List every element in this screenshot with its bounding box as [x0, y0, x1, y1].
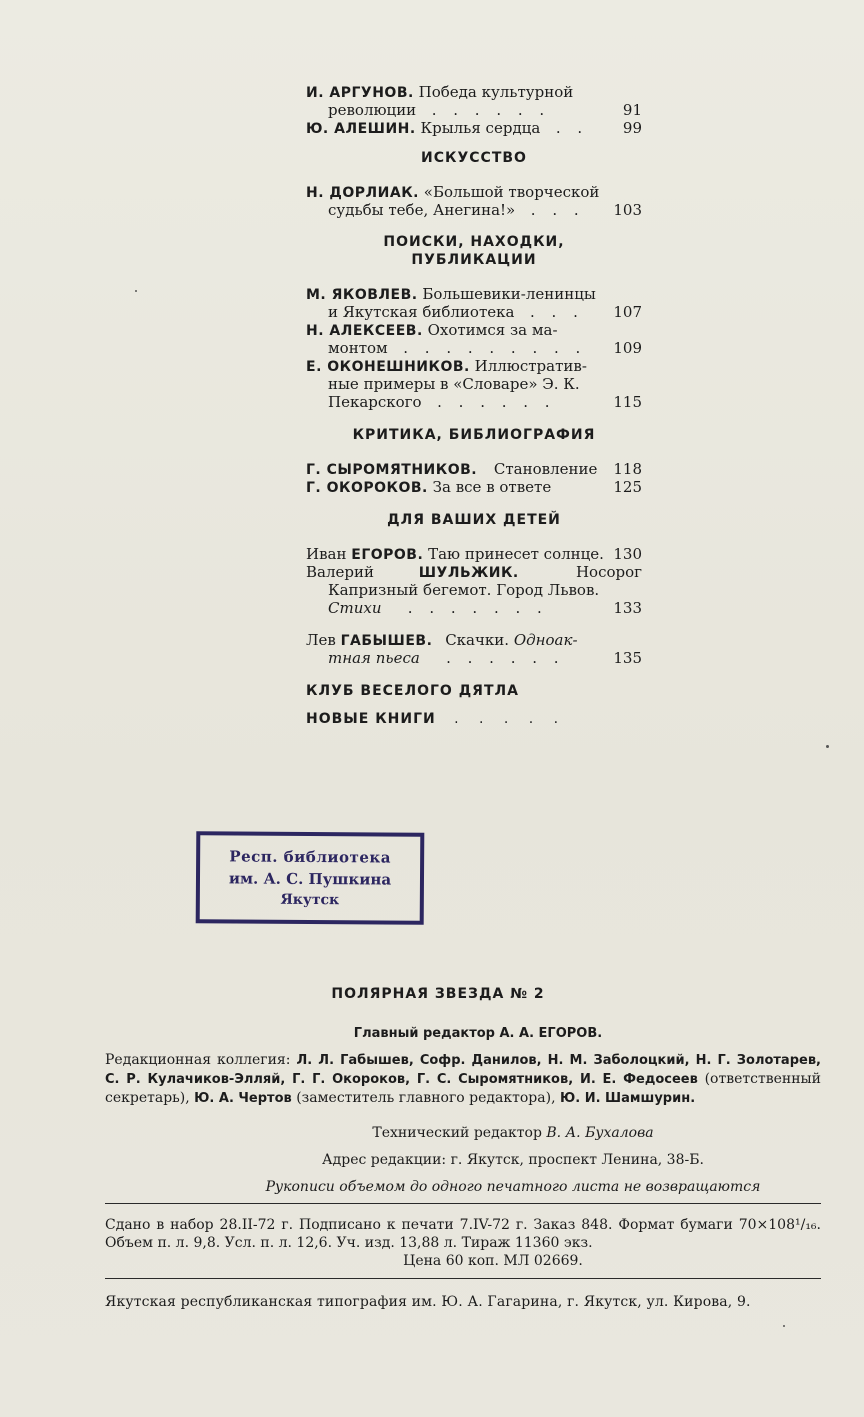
toc-entry-argunov: И. АРГУНОВ. Победа культурной революции . . . . . . 91: [306, 83, 642, 119]
toc-title: Победа культурной: [418, 83, 574, 101]
toc-title: Большевики-ленинцы: [422, 285, 596, 303]
toc-title: революции: [328, 101, 417, 119]
toc-title: Капризный бегемот. Город Львов.: [328, 581, 600, 599]
stamp-line-3: Якутск: [280, 891, 340, 909]
section-heading-search: ПОИСКИ, НАХОДКИ,: [383, 234, 565, 250]
toc-author: Е. ОКОНЕШНИКОВ.: [306, 359, 470, 375]
section-heading-kids: ДЛЯ ВАШИХ ДЕТЕЙ: [387, 512, 561, 528]
section-heading-critic: КРИТИКА, БИБЛИОГРАФИЯ: [352, 427, 596, 443]
toc-title: судьбы тебе, Анегина!»: [328, 201, 516, 219]
toc-entry-yakovlev: М. ЯКОВЛЕВ. Большевики-ленинцы и Якутская библиотека . . . 107: [306, 285, 642, 321]
toc-page-number: 133: [613, 599, 642, 617]
new-books-label: НОВЫЕ КНИГИ: [306, 711, 436, 727]
toc-title: Крылья сердца: [420, 119, 541, 137]
board-last: Ю. И. Шамшурин.: [559, 1091, 696, 1106]
section-heading-art: ИСКУССТВО: [421, 150, 527, 166]
toc-page-number: 109: [613, 339, 642, 357]
section-heading-search-line2: ПУБЛИКАЦИИ: [411, 252, 537, 268]
toc-title: Таю принесет солнце.: [428, 545, 604, 563]
toc-title: Пекарского: [328, 393, 422, 411]
toc-author: ГАБЫШЕВ.: [340, 633, 433, 649]
board-secretary-note: (ответственный секретарь),: [105, 1071, 822, 1106]
tech-editor-label: Технический редактор: [372, 1125, 542, 1141]
library-stamp: [196, 831, 425, 925]
paper-speck: [783, 1325, 785, 1327]
toc-entry-egorov: [306, 545, 642, 563]
toc-page-number: 125: [613, 478, 642, 496]
toc-author: ШУЛЬЖИК.: [418, 565, 519, 581]
toc-entry-okoneshnikov: Е. ОКОНЕШНИКОВ. Иллюстратив- ные примеры в «Словаре» Э. К. Пекарского . . . . . . 115: [306, 357, 642, 411]
toc-title: Охотимся за ма-: [427, 321, 558, 339]
toc-author: Н. ДОРЛИАК.: [306, 185, 419, 201]
toc-author: Н. АЛЕКСЕЕВ.: [306, 323, 423, 339]
toc-author-first: Иван: [306, 545, 347, 563]
toc-page-number: 91: [622, 101, 642, 119]
table-of-contents: [306, 83, 642, 730]
toc-page-number: 115: [613, 393, 642, 411]
chief-editor: Главный редактор А. А. ЕГОРОВ.: [353, 1026, 603, 1041]
toc-author: Г. СЫРОМЯТНИКОВ.: [306, 462, 478, 478]
toc-entry-shulzhik: Валерий ШУЛЬЖИК. Носорог Капризный бегемот. Город Львов. Стихи . . . . . . . 133: [306, 563, 642, 617]
toc-page-number: 107: [613, 303, 642, 321]
toc-entry-syromyatnikov: [306, 460, 642, 478]
board-members: Л. Л. Габышев, Софр. Данилов, Н. М. Заболоцкий, Н. Г. Золотарев, С. Р. Кулачиков-Элляй, Г. Г. Окороков, Г. С. Сыромятников, И. Е. Федосеев: [105, 1053, 821, 1087]
section-heading-books: НОВЫЕ КНИГИ . . . . .: [306, 711, 567, 727]
printer-info: Якутская республиканская типография им. Ю. А. Гагарина, г. Якутск, ул. Кирова, 9.: [105, 1294, 751, 1310]
toc-author-first: Лев: [306, 631, 336, 649]
manuscripts-note: Рукописи объемом до одного печатного листа не возвращаются: [265, 1179, 761, 1195]
toc-entry-dorliak: Н. ДОРЛИАК. «Большой творческой судьбы тебе, Анегина!» . . . 103: [306, 183, 642, 219]
technical-editor: [205, 1124, 821, 1142]
toc-entry-gabyshev: Лев ГАБЫШЕВ. Скачки. Одноак- тная пьеса . . . . . . 135: [306, 631, 642, 667]
toc-title: Иллюстратив-: [474, 357, 587, 375]
toc-entry-alekseev: Н. АЛЕКСЕЕВ. Охотимся за ма- монтом . . . . . . . . . 109: [306, 321, 642, 357]
toc-title: монтом: [328, 339, 388, 357]
toc-title: Стихи: [328, 599, 382, 617]
toc-page-number: 135: [613, 649, 642, 667]
toc-author: Ю. АЛЕШИН.: [306, 121, 416, 137]
toc-author: И. АРГУНОВ.: [306, 85, 414, 101]
toc-title: ные примеры в «Словаре» Э. К.: [328, 375, 580, 393]
toc-entry-aleshin: Ю. АЛЕШИН. Крылья сердца . . 99: [306, 119, 642, 137]
paper-speck: [826, 745, 829, 748]
toc-title: «Большой творческой: [423, 183, 600, 201]
editorial-address: Адрес редакции: г. Якутск, проспект Ленина, 38-Б.: [322, 1152, 704, 1168]
toc-page-number: 118: [613, 460, 642, 478]
toc-author: Г. ОКОРОКОВ.: [306, 480, 428, 496]
board-label: Редакционная коллегия:: [105, 1052, 291, 1068]
board-deputy-note: (заместитель главного редактора),: [296, 1090, 556, 1106]
club-label: КЛУБ ВЕСЕЛОГО ДЯТЛА: [306, 683, 519, 699]
tech-editor-name: В. А. Бухалова: [546, 1125, 654, 1141]
toc-title: Становление: [493, 460, 598, 478]
toc-page-number: 99: [622, 119, 642, 137]
board-deputy: Ю. А. Чертов: [194, 1091, 292, 1106]
toc-author: ЕГОРОВ.: [351, 547, 424, 563]
toc-page-number: 103: [613, 201, 642, 219]
toc-title: Скачки.: [445, 631, 510, 649]
print-info: Сдано в набор 28.II-72 г. Подписано к печати 7.IV-72 г. Заказ 848. Формат бумаги 70×108¹/₁₆. Объем п. л. 9,8. Усл. п. л. 12,6. Уч. изд. 13,88 л. Тираж 11360 экз.: [105, 1217, 821, 1251]
toc-entry-okorokov: [306, 478, 642, 496]
paper-speck: [135, 290, 137, 292]
toc-title: и Якутская библиотека: [328, 303, 515, 321]
divider: [105, 1278, 821, 1279]
section-heading-club: [306, 682, 642, 702]
stamp-line-1: Респ. библиотека: [229, 847, 392, 867]
colophon: [105, 985, 821, 1311]
price: Цена 60 коп. МЛ 02669.: [403, 1253, 583, 1269]
toc-page-number: 130: [613, 545, 642, 563]
divider: [105, 1203, 821, 1204]
stamp-line-2: им. А. С. Пушкина: [228, 869, 392, 889]
toc-author-first: Валерий: [306, 563, 374, 581]
toc-title: За все в ответе: [432, 478, 552, 496]
magazine-title: ПОЛЯРНАЯ ЗВЕЗДА № 2: [331, 986, 545, 1002]
toc-title: тная пьеса: [328, 649, 420, 667]
toc-title: Носорог: [575, 563, 642, 581]
toc-title-italic: Одноак-: [513, 631, 578, 649]
editorial-board: [105, 1051, 821, 1108]
toc-author: М. ЯКОВЛЕВ.: [306, 287, 418, 303]
